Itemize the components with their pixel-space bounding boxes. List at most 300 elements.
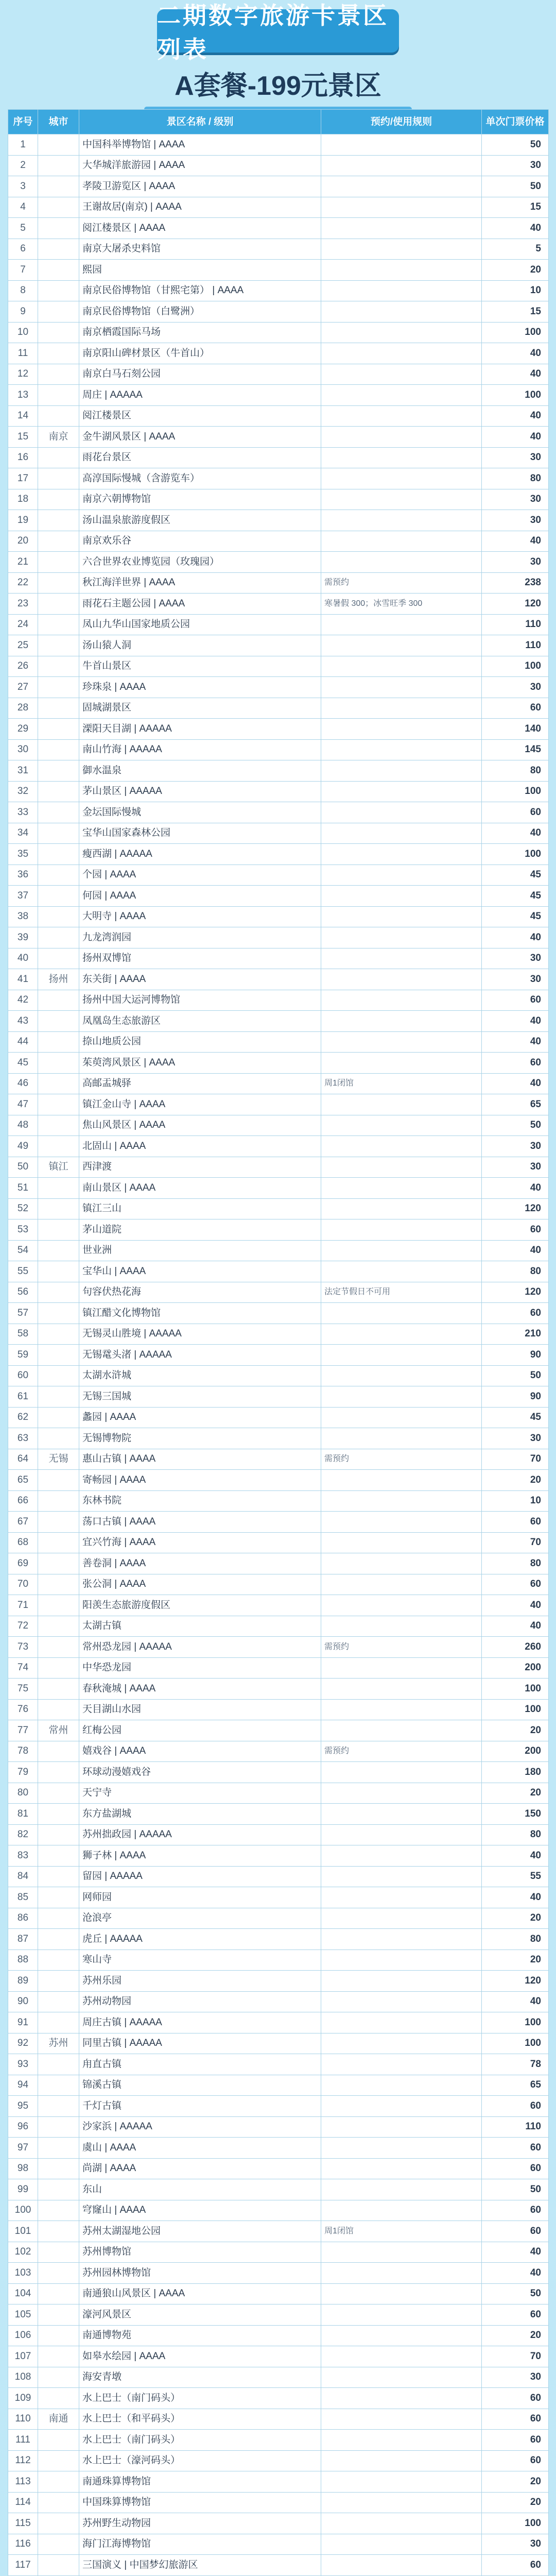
row-city bbox=[38, 2367, 79, 2388]
row-ticket: 30 bbox=[482, 2534, 549, 2555]
row-name: 扬州中国大运河博物馆 bbox=[79, 990, 321, 1011]
row-rule bbox=[321, 1553, 482, 1574]
row-ticket: 40 bbox=[482, 218, 549, 239]
row-city bbox=[38, 2388, 79, 2409]
table-row bbox=[8, 2388, 549, 2409]
row-rule bbox=[321, 927, 482, 948]
row-ticket: 5 bbox=[482, 239, 549, 260]
row-name: 孝陵卫游览区 | AAAA bbox=[79, 176, 321, 197]
table-row bbox=[8, 2346, 549, 2367]
row-rule bbox=[321, 1950, 482, 1971]
row-city bbox=[38, 2012, 79, 2033]
table-row bbox=[8, 1762, 549, 1783]
row-city bbox=[38, 781, 79, 802]
row-city bbox=[38, 1303, 79, 1324]
table-row bbox=[8, 594, 549, 615]
row-rule bbox=[321, 2555, 482, 2576]
row-name: 虎丘 | AAAAA bbox=[79, 1929, 321, 1950]
row-rule: 需预约 bbox=[321, 572, 482, 594]
row-ticket: 30 bbox=[482, 1157, 549, 1178]
row-name: 苏州园林博物馆 bbox=[79, 2263, 321, 2284]
row-city bbox=[38, 1824, 79, 1845]
row-ticket: 120 bbox=[482, 1971, 549, 1992]
row-name: 无锡三国城 bbox=[79, 1386, 321, 1408]
row-name: 九龙湾润园 bbox=[79, 927, 321, 948]
row-name: 惠山古镇 | AAAA bbox=[79, 1449, 321, 1470]
row-rule bbox=[321, 2409, 482, 2430]
row-city bbox=[38, 1971, 79, 1992]
row-number: 58 bbox=[8, 1324, 38, 1345]
row-ticket: 30 bbox=[482, 1136, 549, 1157]
row-number: 103 bbox=[8, 2263, 38, 2284]
row-rule: 需预约 bbox=[321, 1741, 482, 1762]
row-city bbox=[38, 1240, 79, 1261]
row-city bbox=[38, 405, 79, 427]
row-number: 100 bbox=[8, 2200, 38, 2221]
row-rule bbox=[321, 1428, 482, 1449]
row-ticket: 30 bbox=[482, 2367, 549, 2388]
row-city bbox=[38, 155, 79, 176]
table-row bbox=[8, 155, 549, 176]
row-name: 宝华山国家森林公园 bbox=[79, 823, 321, 844]
table-row bbox=[8, 447, 549, 468]
row-number: 43 bbox=[8, 1011, 38, 1032]
row-city bbox=[38, 1428, 79, 1449]
row-ticket: 50 bbox=[482, 1115, 549, 1136]
row-name: 凤凰岛生态旅游区 bbox=[79, 1011, 321, 1032]
row-rule bbox=[321, 823, 482, 844]
table-row bbox=[8, 2200, 549, 2221]
row-city bbox=[38, 260, 79, 281]
table-row bbox=[8, 844, 549, 865]
row-city bbox=[38, 2450, 79, 2471]
row-ticket: 100 bbox=[482, 2012, 549, 2033]
table-row bbox=[8, 1490, 549, 1512]
table-row bbox=[8, 489, 549, 510]
row-name: 大明寺 | AAAA bbox=[79, 906, 321, 927]
row-rule bbox=[321, 2033, 482, 2054]
row-name: 水上巴士（和平码头） bbox=[79, 2409, 321, 2430]
row-number: 38 bbox=[8, 906, 38, 927]
row-city bbox=[38, 739, 79, 760]
table-row bbox=[8, 1407, 549, 1428]
table-row bbox=[8, 1386, 549, 1408]
row-rule bbox=[321, 2054, 482, 2075]
row-ticket: 60 bbox=[482, 2388, 549, 2409]
row-name: 镇江金山寺 | AAAA bbox=[79, 1094, 321, 1115]
row-ticket: 20 bbox=[482, 1783, 549, 1804]
row-ticket: 60 bbox=[482, 2200, 549, 2221]
row-city bbox=[38, 1115, 79, 1136]
row-rule bbox=[321, 635, 482, 656]
row-city bbox=[38, 2304, 79, 2326]
table-row bbox=[8, 886, 549, 907]
table-row bbox=[8, 2075, 549, 2096]
row-ticket: 60 bbox=[482, 2096, 549, 2117]
row-rule bbox=[321, 2513, 482, 2534]
row-city bbox=[38, 343, 79, 364]
table-row bbox=[8, 1971, 549, 1992]
row-name: 穹窿山 | AAAA bbox=[79, 2200, 321, 2221]
row-ticket: 30 bbox=[482, 447, 549, 468]
table-row bbox=[8, 865, 549, 886]
row-city: 镇江 bbox=[38, 1157, 79, 1178]
row-ticket: 40 bbox=[482, 531, 549, 552]
row-rule bbox=[321, 427, 482, 448]
row-number: 114 bbox=[8, 2492, 38, 2513]
row-name: 熙园 bbox=[79, 260, 321, 281]
row-number: 31 bbox=[8, 760, 38, 782]
row-rule bbox=[321, 1616, 482, 1637]
row-ticket: 45 bbox=[482, 886, 549, 907]
row-ticket: 110 bbox=[482, 2116, 549, 2138]
row-rule bbox=[321, 1512, 482, 1533]
row-ticket: 90 bbox=[482, 1386, 549, 1408]
row-ticket: 10 bbox=[482, 280, 549, 301]
row-city: 常州 bbox=[38, 1720, 79, 1741]
row-number: 91 bbox=[8, 2012, 38, 2033]
row-number: 49 bbox=[8, 1136, 38, 1157]
row-rule bbox=[321, 134, 482, 156]
row-city bbox=[38, 1345, 79, 1366]
row-city bbox=[38, 218, 79, 239]
row-name: 水上巴士（濠河码头） bbox=[79, 2450, 321, 2471]
row-name: 常州恐龙园 | AAAAA bbox=[79, 1637, 321, 1658]
table-row bbox=[8, 1741, 549, 1762]
row-number: 3 bbox=[8, 176, 38, 197]
row-city bbox=[38, 1845, 79, 1867]
row-name: 南京民俗博物馆（白鹭洲） bbox=[79, 301, 321, 323]
row-name: 镇江三山 bbox=[79, 1198, 321, 1219]
row-rule bbox=[321, 1365, 482, 1386]
table-row bbox=[8, 2242, 549, 2263]
row-rule bbox=[321, 364, 482, 385]
row-city: 南通 bbox=[38, 2409, 79, 2430]
row-city bbox=[38, 2116, 79, 2138]
row-city bbox=[38, 1136, 79, 1157]
row-ticket: 30 bbox=[482, 552, 549, 573]
row-rule bbox=[321, 1866, 482, 1887]
row-number: 108 bbox=[8, 2367, 38, 2388]
row-name: 环球动漫嬉戏谷 bbox=[79, 1762, 321, 1783]
row-rule bbox=[321, 1178, 482, 1199]
row-name: 句容伏热花海 bbox=[79, 1282, 321, 1303]
row-city bbox=[38, 2096, 79, 2117]
table-row bbox=[8, 405, 549, 427]
table-row bbox=[8, 781, 549, 802]
row-city bbox=[38, 301, 79, 323]
row-number: 22 bbox=[8, 572, 38, 594]
row-city bbox=[38, 2138, 79, 2159]
row-number: 2 bbox=[8, 155, 38, 176]
row-city bbox=[38, 2242, 79, 2263]
row-rule bbox=[321, 969, 482, 990]
row-city bbox=[38, 1762, 79, 1783]
row-city bbox=[38, 1929, 79, 1950]
row-rule bbox=[321, 280, 482, 301]
row-number: 61 bbox=[8, 1386, 38, 1408]
row-ticket: 260 bbox=[482, 1637, 549, 1658]
row-rule bbox=[321, 260, 482, 281]
table-row bbox=[8, 364, 549, 385]
row-rule bbox=[321, 1219, 482, 1241]
row-rule bbox=[321, 2325, 482, 2346]
row-ticket: 20 bbox=[482, 260, 549, 281]
row-ticket: 40 bbox=[482, 927, 549, 948]
row-number: 24 bbox=[8, 614, 38, 635]
row-name: 宜兴竹海 | AAAA bbox=[79, 1532, 321, 1553]
table-row bbox=[8, 1657, 549, 1679]
row-city bbox=[38, 1031, 79, 1053]
row-city bbox=[38, 2179, 79, 2200]
row-number: 95 bbox=[8, 2096, 38, 2117]
row-number: 77 bbox=[8, 1720, 38, 1741]
row-name: 个园 | AAAA bbox=[79, 865, 321, 886]
row-number: 89 bbox=[8, 1971, 38, 1992]
table-row bbox=[8, 1261, 549, 1282]
row-name: 海门江海博物馆 bbox=[79, 2534, 321, 2555]
row-city bbox=[38, 364, 79, 385]
table-row bbox=[8, 2430, 549, 2451]
row-number: 109 bbox=[8, 2388, 38, 2409]
row-name: 无锡灵山胜境 | AAAAA bbox=[79, 1324, 321, 1345]
row-ticket: 120 bbox=[482, 1198, 549, 1219]
row-number: 50 bbox=[8, 1157, 38, 1178]
row-city bbox=[38, 510, 79, 531]
row-name: 甪直古镇 bbox=[79, 2054, 321, 2075]
row-number: 67 bbox=[8, 1512, 38, 1533]
row-city bbox=[38, 531, 79, 552]
row-city bbox=[38, 1595, 79, 1616]
row-number: 92 bbox=[8, 2033, 38, 2054]
row-ticket: 40 bbox=[482, 823, 549, 844]
row-number: 84 bbox=[8, 1866, 38, 1887]
row-name: 虞山 | AAAA bbox=[79, 2138, 321, 2159]
table-row bbox=[8, 1950, 549, 1971]
row-number: 73 bbox=[8, 1637, 38, 1658]
row-rule bbox=[321, 990, 482, 1011]
row-name: 西津渡 bbox=[79, 1157, 321, 1178]
row-name: 中华恐龙园 bbox=[79, 1657, 321, 1679]
row-rule bbox=[321, 1240, 482, 1261]
row-ticket: 40 bbox=[482, 1845, 549, 1867]
row-number: 46 bbox=[8, 1073, 38, 1094]
row-number: 18 bbox=[8, 489, 38, 510]
table-row bbox=[8, 1616, 549, 1637]
row-number: 52 bbox=[8, 1198, 38, 1219]
row-city bbox=[38, 552, 79, 573]
row-number: 117 bbox=[8, 2555, 38, 2576]
row-city bbox=[38, 760, 79, 782]
row-rule bbox=[321, 1720, 482, 1741]
row-number: 9 bbox=[8, 301, 38, 323]
row-rule bbox=[321, 405, 482, 427]
row-city bbox=[38, 948, 79, 969]
row-rule bbox=[321, 1470, 482, 1491]
row-number: 15 bbox=[8, 427, 38, 448]
row-city bbox=[38, 1908, 79, 1929]
table-row bbox=[8, 1679, 549, 1700]
row-number: 113 bbox=[8, 2471, 38, 2493]
row-name: 镇江醋文化博物馆 bbox=[79, 1303, 321, 1324]
row-number: 59 bbox=[8, 1345, 38, 1366]
table-row bbox=[8, 385, 549, 406]
row-city bbox=[38, 656, 79, 677]
row-city: 扬州 bbox=[38, 969, 79, 990]
row-ticket: 60 bbox=[482, 698, 549, 719]
table-row bbox=[8, 301, 549, 323]
table-row bbox=[8, 1073, 549, 1094]
row-city bbox=[38, 280, 79, 301]
row-rule bbox=[321, 2471, 482, 2493]
row-number: 28 bbox=[8, 698, 38, 719]
row-city bbox=[38, 1699, 79, 1720]
row-ticket: 30 bbox=[482, 1428, 549, 1449]
row-city bbox=[38, 134, 79, 156]
row-city bbox=[38, 1991, 79, 2012]
row-rule bbox=[321, 1031, 482, 1053]
row-ticket: 40 bbox=[482, 343, 549, 364]
row-ticket: 15 bbox=[482, 301, 549, 323]
row-rule bbox=[321, 447, 482, 468]
row-rule: 法定节假日不可用 bbox=[321, 1282, 482, 1303]
row-name: 如皋水绘园 | AAAA bbox=[79, 2346, 321, 2367]
row-name: 六合世界农业博览园（玫瑰园） bbox=[79, 552, 321, 573]
row-number: 74 bbox=[8, 1657, 38, 1679]
row-name: 南京阳山碑材景区（牛首山） bbox=[79, 343, 321, 364]
row-ticket: 100 bbox=[482, 781, 549, 802]
row-ticket: 40 bbox=[482, 1991, 549, 2012]
row-number: 80 bbox=[8, 1783, 38, 1804]
row-ticket: 30 bbox=[482, 510, 549, 531]
row-ticket: 200 bbox=[482, 1741, 549, 1762]
table-row bbox=[8, 969, 549, 990]
table-row bbox=[8, 1428, 549, 1449]
row-ticket: 20 bbox=[482, 1950, 549, 1971]
row-city bbox=[38, 1198, 79, 1219]
row-ticket: 100 bbox=[482, 656, 549, 677]
table-row bbox=[8, 1532, 549, 1553]
row-name: 汤山猿人洞 bbox=[79, 635, 321, 656]
table-row bbox=[8, 635, 549, 656]
row-name: 无锡博物院 bbox=[79, 1428, 321, 1449]
row-rule bbox=[321, 1407, 482, 1428]
row-ticket: 30 bbox=[482, 489, 549, 510]
table-row bbox=[8, 2138, 549, 2159]
table-row bbox=[8, 1553, 549, 1574]
row-number: 62 bbox=[8, 1407, 38, 1428]
row-city bbox=[38, 886, 79, 907]
section-a-title-text: A套餐-199元景区 bbox=[175, 71, 381, 101]
row-name: 无锡鼋头渚 | AAAAA bbox=[79, 1345, 321, 1366]
row-rule bbox=[321, 239, 482, 260]
table-row bbox=[8, 2096, 549, 2117]
row-ticket: 15 bbox=[482, 197, 549, 218]
row-rule: 需预约 bbox=[321, 1637, 482, 1658]
row-name: 尚湖 | AAAA bbox=[79, 2158, 321, 2179]
row-rule bbox=[321, 2346, 482, 2367]
row-number: 70 bbox=[8, 1574, 38, 1595]
row-name: 中国珠算博物馆 bbox=[79, 2492, 321, 2513]
row-name: 沧浪亭 bbox=[79, 1908, 321, 1929]
table-row bbox=[8, 343, 549, 364]
row-city bbox=[38, 614, 79, 635]
row-ticket: 70 bbox=[482, 1449, 549, 1470]
row-city: 无锡 bbox=[38, 1449, 79, 1470]
col-header-name: 景区名称 / 级别 bbox=[79, 110, 321, 134]
row-name: 狮子林 | AAAA bbox=[79, 1845, 321, 1867]
row-rule bbox=[321, 489, 482, 510]
row-number: 96 bbox=[8, 2116, 38, 2138]
row-city bbox=[38, 1011, 79, 1032]
table-row bbox=[8, 2513, 549, 2534]
table-row bbox=[8, 1804, 549, 1825]
row-rule bbox=[321, 1345, 482, 1366]
row-rule bbox=[321, 385, 482, 406]
row-name: 苏州动物园 bbox=[79, 1991, 321, 2012]
row-ticket: 50 bbox=[482, 176, 549, 197]
table-row bbox=[8, 2221, 549, 2242]
row-number: 71 bbox=[8, 1595, 38, 1616]
row-ticket: 100 bbox=[482, 322, 549, 343]
row-name: 南京大屠杀史料馆 bbox=[79, 239, 321, 260]
row-ticket: 40 bbox=[482, 1240, 549, 1261]
row-city bbox=[38, 1574, 79, 1595]
table-row bbox=[8, 2450, 549, 2471]
row-rule bbox=[321, 802, 482, 823]
row-city bbox=[38, 2492, 79, 2513]
row-rule bbox=[321, 1595, 482, 1616]
row-ticket: 238 bbox=[482, 572, 549, 594]
row-city bbox=[38, 906, 79, 927]
row-rule bbox=[321, 656, 482, 677]
table-row bbox=[8, 2158, 549, 2179]
row-name: 锦溪古镇 bbox=[79, 2075, 321, 2096]
table-row bbox=[8, 2283, 549, 2304]
table-row bbox=[8, 2116, 549, 2138]
row-ticket: 50 bbox=[482, 2179, 549, 2200]
row-number: 47 bbox=[8, 1094, 38, 1115]
table-row bbox=[8, 552, 549, 573]
row-name: 扬州双博馆 bbox=[79, 948, 321, 969]
row-name: 三国演义 | 中国梦幻旅游区 bbox=[79, 2555, 321, 2576]
table-row bbox=[8, 1908, 549, 1929]
row-name: 南京欢乐谷 bbox=[79, 531, 321, 552]
row-number: 107 bbox=[8, 2346, 38, 2367]
row-number: 69 bbox=[8, 1553, 38, 1574]
row-number: 26 bbox=[8, 656, 38, 677]
row-name: 寒山寺 bbox=[79, 1950, 321, 1971]
row-city bbox=[38, 865, 79, 886]
row-city bbox=[38, 1637, 79, 1658]
row-city bbox=[38, 2054, 79, 2075]
row-number: 30 bbox=[8, 739, 38, 760]
row-name: 南京栖霞国际马场 bbox=[79, 322, 321, 343]
row-name: 王谢故居(南京) | AAAA bbox=[79, 197, 321, 218]
row-ticket: 20 bbox=[482, 1470, 549, 1491]
row-rule bbox=[321, 1887, 482, 1908]
row-number: 105 bbox=[8, 2304, 38, 2326]
row-ticket: 20 bbox=[482, 1908, 549, 1929]
row-ticket: 140 bbox=[482, 719, 549, 740]
row-name: 善卷洞 | AAAA bbox=[79, 1553, 321, 1574]
table-row bbox=[8, 719, 549, 740]
row-city bbox=[38, 1053, 79, 1074]
table-row bbox=[8, 1094, 549, 1115]
row-name: 苏州博物馆 bbox=[79, 2242, 321, 2263]
row-ticket: 40 bbox=[482, 2242, 549, 2263]
row-city bbox=[38, 1324, 79, 1345]
